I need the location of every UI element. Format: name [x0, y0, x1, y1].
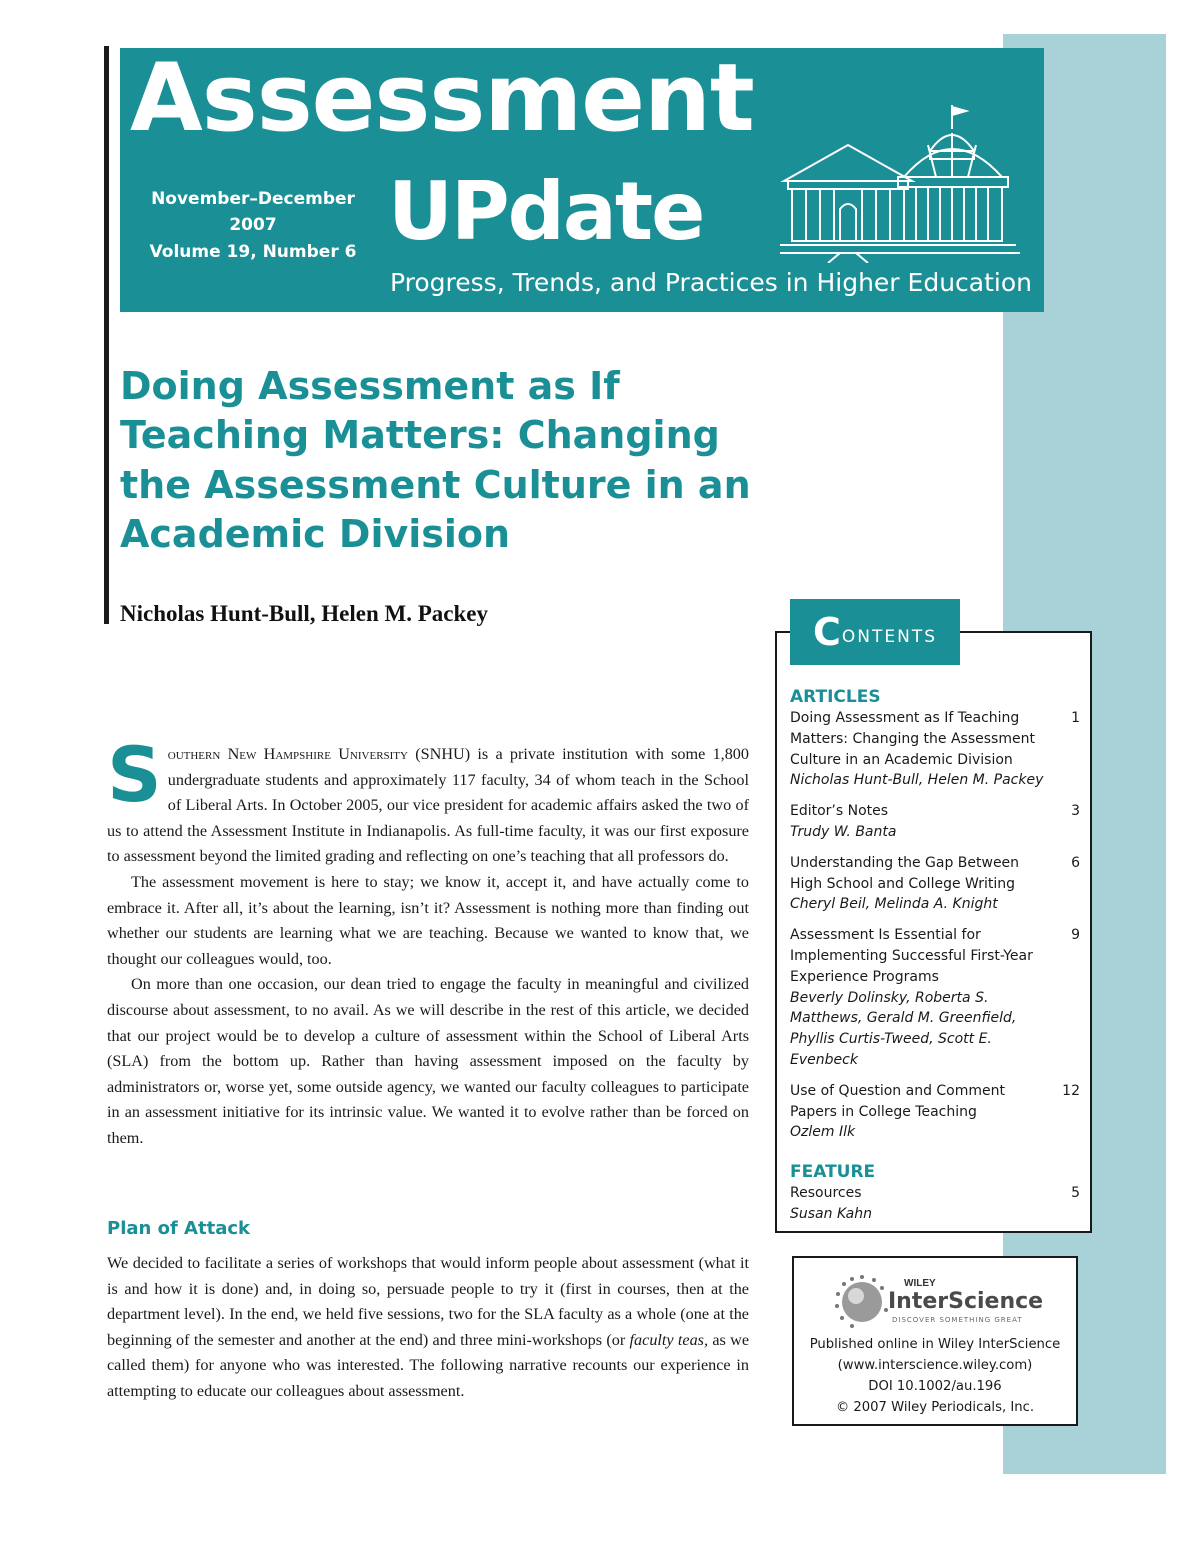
toc-page-number: 12 — [1062, 1082, 1080, 1099]
toc-entry[interactable]: Understanding the Gap Between High School and College Writing Cheryl Beil, Melinda A. Knight 6 — [790, 854, 1080, 913]
faculty-teas-emphasis: faculty teas, — [629, 1330, 709, 1349]
toc-section-articles: ARTICLES — [790, 687, 881, 707]
paragraph-3: On more than one occasion, our dean tried to engage the faculty in meaningful and civilized discourse about assessment, to no avail. As we will describe in the rest of this article, we decided that our project would be to develop a culture of assessment within the School of Liberal Arts (SLA) from the bottom up. Rather than having assessment imposed on the faculty by administrators or, worse yet, some outside agency, we wanted our faculty colleagues to participate in an assessment initiative for its intrinsic value. We wanted it to evolve rather than be forced on them. — [107, 975, 749, 1147]
toc-entry[interactable]: Editor’s Notes Trudy W. Banta 3 — [790, 803, 1080, 840]
masthead-title-line2: UPdate — [388, 165, 704, 258]
section-heading: Plan of Attack — [107, 1218, 250, 1239]
contents-list — [790, 686, 1080, 1235]
logo-interscience: InterScience — [888, 1289, 1044, 1314]
publisher-copyright: © 2007 Wiley Periodicals, Inc. — [835, 1400, 1035, 1415]
toc-page-number: 5 — [1071, 1185, 1080, 1202]
contents-tab-label: ONTENTS — [841, 627, 937, 647]
contents-tab-initial: C — [812, 610, 841, 654]
paragraph-2: The assessment movement is here to stay; we know it, accept it, and have actually come to embrace it. After all, it’s about the learning, isn’t it? Assessment is nothing more than finding out whether our students are learning what we are teaching. Because we wanted to know that, we thought our colleagues would, too. — [107, 872, 749, 968]
article-body-continued — [107, 1251, 749, 1405]
toc-section-feature: FEATURE — [790, 1162, 876, 1183]
toc-page-number: 6 — [1071, 854, 1080, 871]
lead-text: (SNHU) is a private institution with some 1,800 undergraduate students and approximately 117 faculty, 34 of whom teach in the School of Liberal Arts. In October 2005, our vice president for academic affairs asked the two of us to attend the Assessment Institute in Indianapolis. As full-time faculty, it was our first exposure to assessment beyond the limited grading and reflecting on one’s teaching that all professors do. — [107, 745, 749, 866]
toc-entry[interactable]: Resources Susan Kahn 5 — [790, 1185, 1080, 1222]
lead-smallcaps: outhern New Hampshire University — [167, 745, 408, 763]
paragraph-4: We decided to facilitate a series of workshops that would inform people about assessment (what it is and how it is done) and, in doing so, persuade people to try it (first in courses, then at the department level). In the end, we held five sessions, two for the SLA faculty as a whole (one at the beginning of the semester and another at the end) and three mini-workshops (or faculty teas, as we called them) for anyone who was interested. The following narrative recounts our experience in attempting to educate our colleagues about assessment. — [107, 1254, 749, 1400]
logo-tagline: DISCOVER SOMETHING GREAT — [892, 1316, 1023, 1324]
issue-date: November–December 2007 — [151, 189, 355, 236]
capitol-building-icon — [780, 103, 1030, 263]
publisher-info — [794, 1334, 1076, 1418]
publisher-doi: DOI 10.1002/au.196 — [868, 1379, 1002, 1394]
article-authors: Nicholas Hunt-Bull, Helen M. Packey — [120, 601, 488, 626]
drop-cap: S — [107, 730, 162, 819]
masthead-title-line1: Assessment — [130, 48, 754, 153]
logo-wiley: WILEY — [904, 1278, 936, 1289]
lead-paragraph — [107, 730, 749, 870]
toc-spacer — [790, 1153, 1080, 1161]
issue-info — [128, 186, 378, 265]
toc-page-number: 3 — [1071, 803, 1080, 820]
toc-entry[interactable]: Assessment Is Essential for Implementing Successful First-Year Experience Programs Beverly Dolinsky, Roberta S. Matthews, Gerald M. Greenfield, Phyllis Curtis-Tweed, Scott E. Evenbeck 9 — [790, 927, 1080, 1068]
publisher-box — [792, 1256, 1078, 1426]
left-rule — [104, 46, 109, 624]
publisher-line: Published online in Wiley InterScience — [809, 1337, 1061, 1352]
toc-entry[interactable]: Doing Assessment as If Teaching Matters: Changing the Assessment Culture in an Academic Division Nicholas Hunt-Bull, Helen M. Packey 1 — [790, 710, 1080, 789]
toc-entry[interactable]: Use of Question and Comment Papers in College Teaching Ozlem Ilk 12 — [790, 1082, 1080, 1141]
interscience-globe-icon — [822, 1270, 1062, 1330]
contents-tab — [790, 599, 960, 665]
publisher-url[interactable]: (www.interscience.wiley.com) — [837, 1358, 1033, 1373]
article-body — [107, 730, 749, 1152]
article-title: Doing Assessment as If Teaching Matters: Changing the Assessment Culture in an Academic Division — [120, 364, 751, 557]
masthead — [120, 48, 1044, 312]
toc-page-number: 1 — [1071, 710, 1080, 726]
issue-volume: Volume 19, Number 6 — [149, 241, 357, 262]
toc-page-number: 9 — [1071, 927, 1080, 944]
masthead-tagline: Progress, Trends, and Practices in Higher Education — [390, 268, 1032, 297]
